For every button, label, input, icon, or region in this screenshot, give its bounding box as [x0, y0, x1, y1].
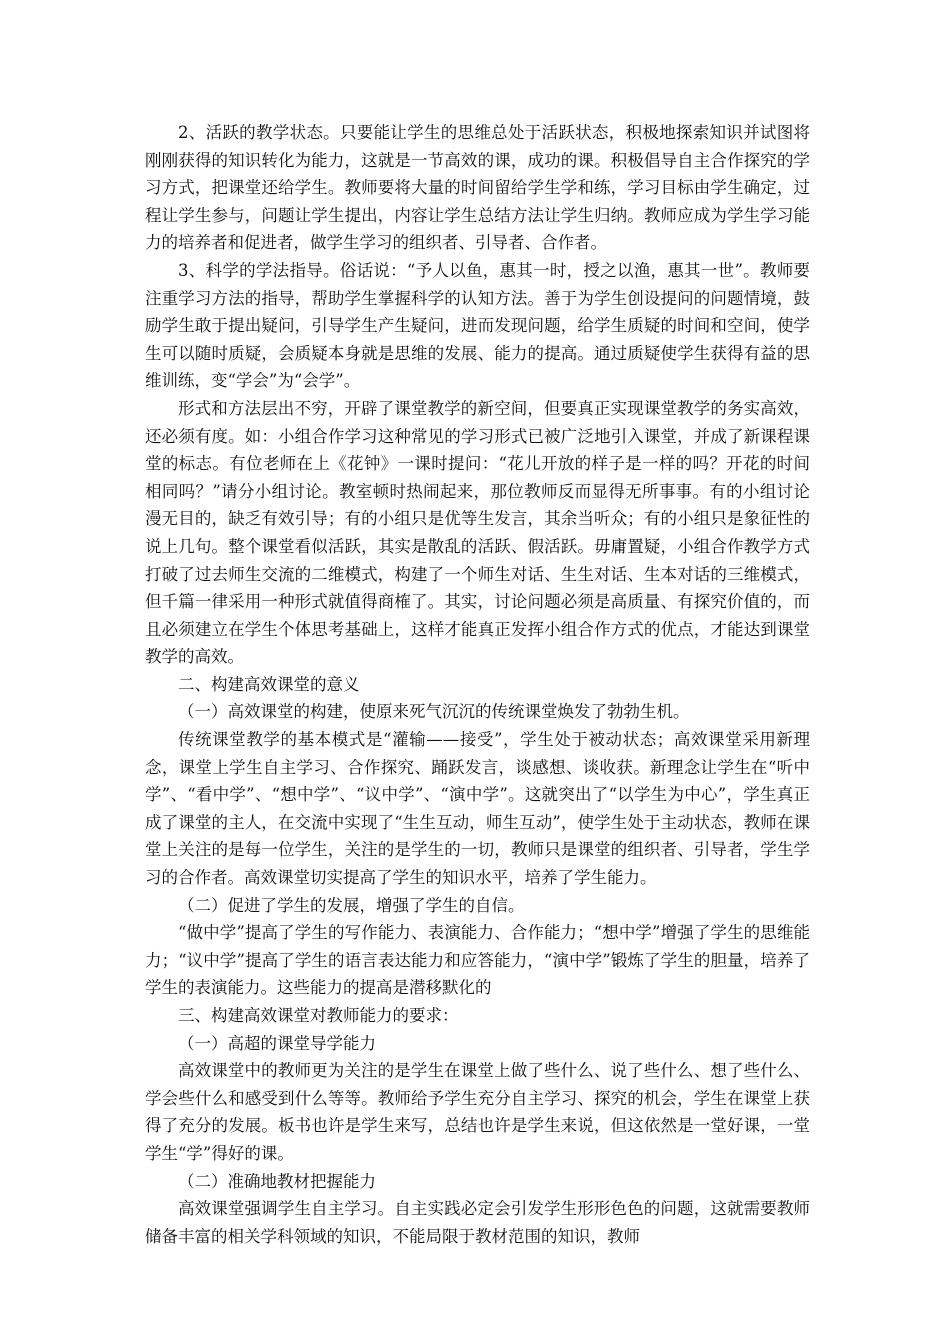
section-heading-significance: 二、构建高效课堂的意义: [178, 674, 360, 694]
paragraph-self-directed-learning: 高效课堂强调学生自主学习。自主实践必定会引发学生形形色色的问题，这就需要教师储备丰富的相关学科领域的知识，不能局限于教材范围的知识，教师: [145, 1199, 810, 1246]
subheading-guidance-ability: （一）高超的课堂导学能力: [178, 1033, 376, 1053]
paragraph-active-teaching-state: 2、活跃的教学状态。只要能让学生的思维总处于活跃状态，积极地探索知识并试图将刚刚获得的知识转化为能力，这就是一节高效的课，成功的课。积极倡导自主合作探究的学习方式，把课堂还给学生。教师要将大量的时间留给学生学和练，学习目标由学生确定，过程让学生参与，问题让学生提出，内容让学生总结方法让学生归纳。教师应成为学生学习能力的培养者和促进者，做学生学习的组织者、引导者、合作者。: [145, 123, 810, 253]
paragraph-group-cooperation: 形式和方法层出不穷，开辟了课堂教学的新空间，但要真正实现课堂教学的务实高效，还必须有度。如：小组合作学习这种常见的学习形式已被广泛地引入课堂，并成了新课程课堂的标志。有位老师在上《花钟》一课时提问：“花儿开放的样子是一样的吗？开花的时间相同吗？”请分小组讨论。教室顿时热闹起来，那位教师反而显得无所事事。有的小组讨论漫无目的，缺乏有效引导；有的小组只是优等生发言，其余当听众；有的小组只是象征性的说上几句。整个课堂看似活跃，其实是散乱的活跃、假活跃。毋庸置疑，小组合作教学方式打破了过去师生交流的二维模式，构建了一个师生对话、生生对话、生本对话的三维模式，但千篇一律采用一种形式就值得商榷了。其实，讨论问题必须是高质量、有探究价值的，而且必须建立在学生个体思考基础上，这样才能真正发挥小组合作方式的优点，才能达到课堂教学的高效。: [145, 398, 810, 667]
paragraph-learning-by-doing: “做中学”提高了学生的写作能力、表演能力、合作能力；“想中学”增强了学生的思维能力；“议中学”提高了学生的语言表达能力和应答能力，“演中学”锻炼了学生的胆量，培养了学生的表演能力。这些能力的提高是潜移默化的: [145, 923, 810, 998]
subheading-vitality: （一）高效课堂的构建，使原来死气沉沉的传统课堂焕发了勃勃生机。: [178, 702, 690, 722]
subheading-textbook-mastery: （二）准确地教材把握能力: [178, 1171, 376, 1191]
paragraph-learning-method-guidance: 3、科学的学法指导。俗话说：“予人以鱼，惠其一时，授之以渔，惠其一世”。教师要注重学习方法的指导，帮助学生掌握科学的认知方法。善于为学生创设提问的问题情境，鼓励学生敢于提出疑问，引导学生产生疑问，进而发现问题，给学生质疑的时间和空间，使学生可以随时质疑，会质疑本身就是思维的发展、能力的提高。通过质疑使学生获得有益的思维训练，变“学会”为“会学”。: [145, 260, 810, 391]
paragraph-teacher-focus: 高效课堂中的教师更为关注的是学生在课堂上做了些什么、说了些什么、想了些什么、学会些什么和感受到什么等等。教师给予学生充分自主学习、探究的机会，学生在课堂上获得了充分的发展。板书也许是学生来写，总结也许是学生来说，但这依然是一堂好课，一堂学生“学”得好的课。: [145, 1061, 810, 1163]
section-heading-teacher-requirements: 三、构建高效课堂对教师能力的要求：: [178, 1006, 459, 1025]
subheading-student-development: （二）促进了学生的发展，增强了学生的自信。: [178, 895, 525, 915]
paragraph-traditional-vs-efficient: 传统课堂教学的基本模式是“灌输——接受”，学生处于被动状态；高效课堂采用新理念，课堂上学生自主学习、合作探究、踊跃发言，谈感想、谈收获。新理念让学生在“听中学”、“看中学”、“想中学”、“议中学”、“演中学”。这就突出了“以学生为中心”，学生真正成了课堂的主人，在交流中实现了“生生互动，师生互动”，使学生处于主动状态，教师在课堂上关注的是每一位学生，关注的是学生的一切，教师只是课堂的组织者、引导者，学生学习的合作者。高效课堂切实提高了学生的知识水平，培养了学生能力。: [145, 730, 810, 888]
document-page: [145, 119, 810, 1250]
